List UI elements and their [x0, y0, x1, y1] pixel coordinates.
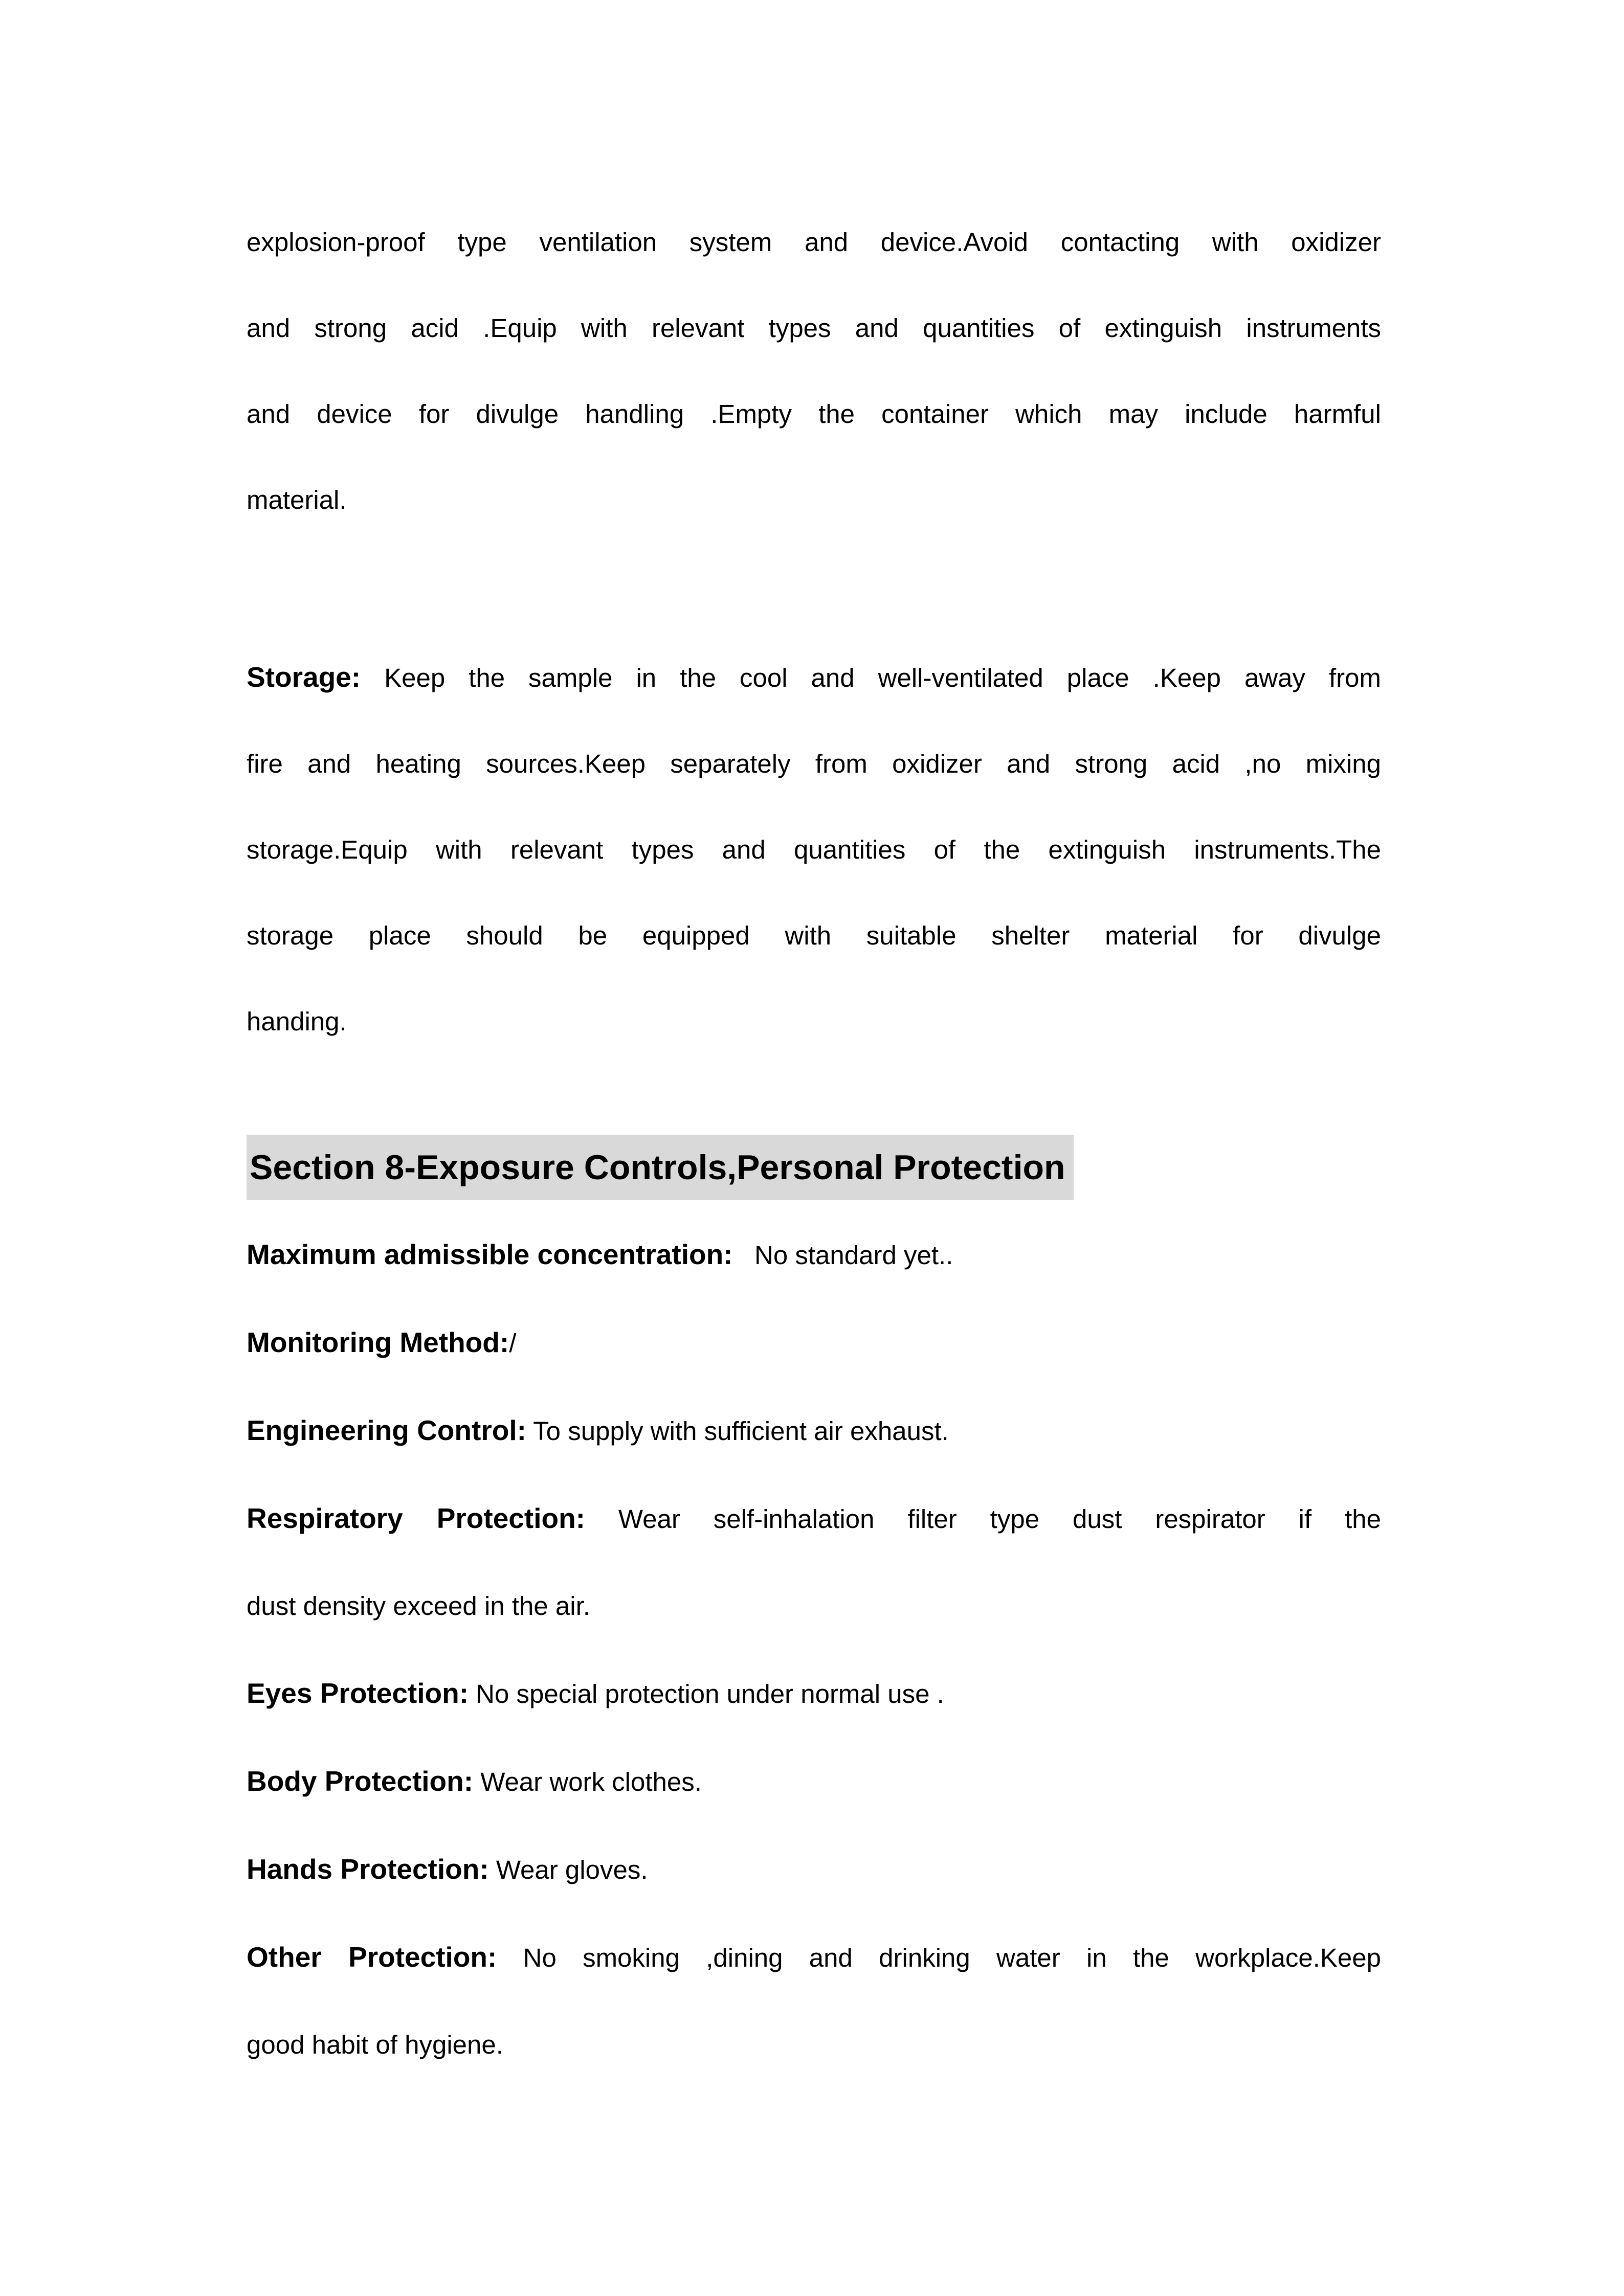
item-value: No special protection under normal use . [469, 1679, 944, 1708]
item-value: No smoking ,dining and drinking water in the workplace.Keep [497, 1943, 1381, 1972]
item-eyes-protection [247, 1650, 1381, 1738]
item-label: Maximum admissible concentration: [247, 1239, 733, 1270]
item-other-protection [247, 1914, 1381, 2088]
item-line-continuation: dust density exceed in the air. [247, 1591, 590, 1620]
item-value: / [509, 1329, 517, 1358]
storage-text: Keep the sample in the cool and well-ventilated place .Keep away from [361, 663, 1381, 692]
item-label: Body Protection: [247, 1765, 474, 1797]
item-respiratory-protection [247, 1475, 1381, 1650]
paragraph-line: and device for divulge handling .Empty the container which may include harmful [247, 399, 1381, 429]
item-value: Wear work clothes. [473, 1767, 702, 1796]
item-body-protection [247, 1738, 1381, 1826]
section8-heading-row [247, 1135, 1381, 1200]
item-line [247, 1738, 1381, 1826]
item-label: Other Protection: [247, 1941, 497, 1973]
item-line [247, 1387, 1381, 1475]
item-line-continuation: good habit of hygiene. [247, 2030, 503, 2059]
item-line [247, 1650, 1381, 1738]
item-label: Engineering Control: [247, 1414, 526, 1446]
paragraph-line: and strong acid .Equip with relevant types and quantities of extinguish instruments [247, 313, 1381, 343]
paragraph-line [247, 634, 1381, 721]
item-monitoring-method [247, 1299, 1381, 1387]
storage-paragraph [247, 634, 1381, 1065]
handling-paragraph [247, 199, 1381, 543]
item-label: Eyes Protection: [247, 1677, 469, 1709]
section8-heading: Section 8-Exposure Controls,Personal Protection [247, 1135, 1074, 1200]
item-label: Respiratory Protection: [247, 1502, 585, 1534]
item-line [247, 1299, 1381, 1387]
item-line [247, 1211, 1381, 1299]
item-engineering-control [247, 1387, 1381, 1475]
paragraph-line: storage place should be equipped with suitable shelter material for divulge [247, 921, 1381, 950]
paragraph-line: handing. [247, 1007, 347, 1036]
item-hands-protection [247, 1826, 1381, 1914]
item-maximum-admissible-concentration [247, 1211, 1381, 1299]
item-label: Hands Protection: [247, 1853, 489, 1885]
item-line [247, 1914, 1381, 2001]
paragraph-line: storage.Equip with relevant types and quantities of the extinguish instruments.The [247, 835, 1381, 864]
storage-label: Storage: [247, 661, 361, 693]
paragraph-line: material. [247, 485, 347, 514]
item-label: Monitoring Method: [247, 1326, 509, 1358]
item-line [247, 1826, 1381, 1914]
item-value: To supply with sufficient air exhaust. [526, 1416, 949, 1446]
paragraph-line: fire and heating sources.Keep separately from oxidizer and strong acid ,no mixing [247, 749, 1381, 778]
section8-items [247, 1211, 1381, 2088]
item-value: No standard yet.. [732, 1241, 953, 1270]
item-line [247, 1475, 1381, 1563]
paragraph-line: explosion-proof type ventilation system and device.Avoid contacting with oxidizer [247, 228, 1381, 257]
item-value: Wear self-inhalation filter type dust respirator if the [585, 1504, 1381, 1534]
item-value: Wear gloves. [488, 1855, 648, 1884]
